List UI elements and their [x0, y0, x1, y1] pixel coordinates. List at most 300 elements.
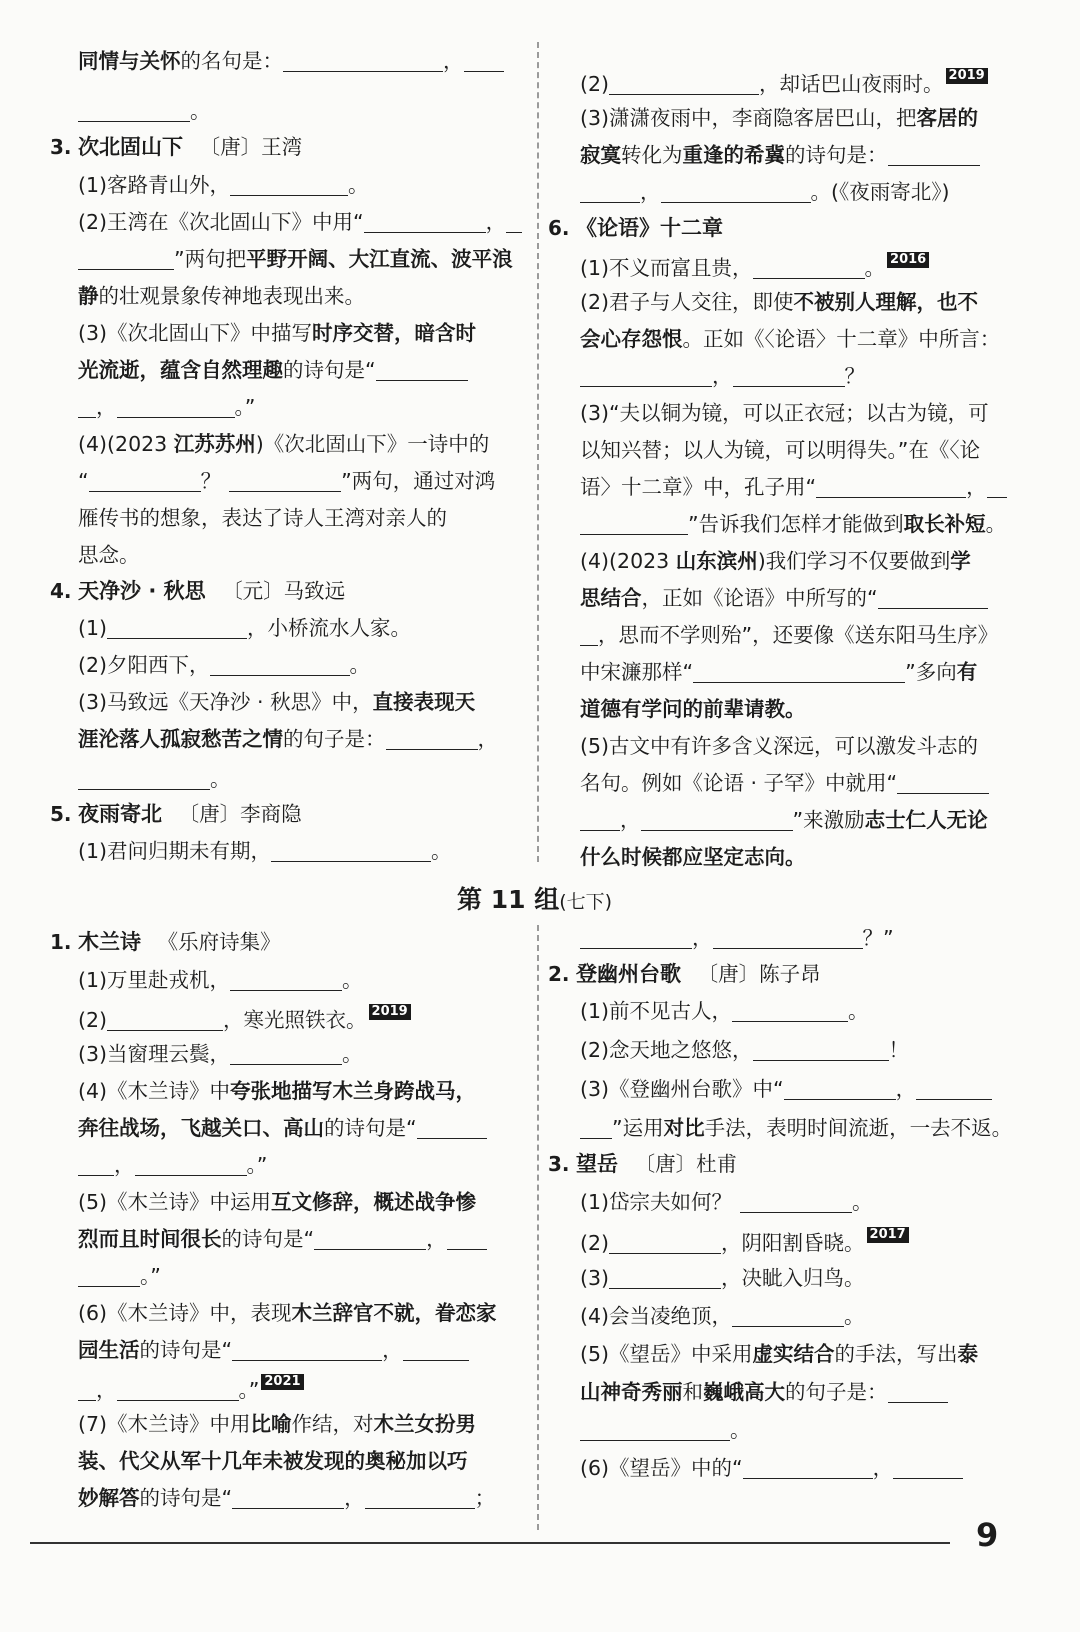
answer-blank[interactable] — [417, 1120, 487, 1139]
section-number: 3. — [50, 135, 72, 159]
text: “ — [78, 469, 89, 493]
question-line — [78, 1263, 161, 1289]
answer-blank[interactable] — [580, 627, 598, 646]
text: 作结，对 — [291, 1412, 374, 1436]
answer-blank[interactable] — [78, 251, 174, 270]
text: (2) — [580, 1231, 610, 1255]
line — [78, 98, 211, 124]
answer-blank[interactable] — [693, 664, 905, 683]
answer-blank[interactable] — [403, 1342, 469, 1361]
text: 以知兴替；以人为镜，可以明得失。”在《〈论 — [580, 438, 981, 462]
answer-blank[interactable] — [987, 479, 1007, 498]
text: ， — [485, 210, 507, 234]
question-line — [78, 542, 140, 568]
bold-text: 志士仁人无论 — [864, 808, 988, 832]
group-title — [457, 880, 612, 916]
section-title: 《论语》十二章 — [576, 216, 724, 240]
text: ， — [895, 1077, 917, 1101]
answer-blank[interactable] — [753, 260, 865, 279]
question-line — [78, 394, 255, 420]
text: ， — [620, 808, 641, 832]
question-line — [78, 1041, 363, 1067]
text: 。” — [234, 395, 256, 419]
text: )我们学习不仅要做到 — [757, 549, 951, 573]
bold-text: 重逢的希冀 — [682, 143, 785, 167]
question-line — [78, 246, 513, 272]
section-number: 1. — [50, 930, 72, 954]
question-line — [78, 689, 475, 715]
bold-text: 泰 — [957, 1342, 979, 1366]
question-line — [580, 1076, 992, 1102]
question-line — [78, 505, 447, 531]
text: (6)《木兰诗》中，表现 — [78, 1301, 292, 1325]
text: (4)《木兰诗》中 — [78, 1079, 231, 1103]
text: (6)《望岳》中的“ — [580, 1456, 743, 1480]
group-title-sub: (七下) — [559, 891, 613, 913]
question-line — [78, 209, 522, 235]
question-line — [580, 105, 978, 131]
answer-blank[interactable] — [580, 1422, 730, 1441]
column-divider-top — [537, 42, 539, 862]
text: 思念。 — [78, 543, 140, 567]
poem-title: 天净沙 · 秋思 — [78, 579, 206, 603]
bold-text: 学 — [950, 549, 971, 573]
text: (4)会当凌绝顶， — [580, 1304, 733, 1328]
bold-text: 江苏苏州 — [173, 432, 256, 456]
bold-text: 道德有学问的前辈请教。 — [580, 697, 806, 721]
question-line — [78, 468, 495, 494]
section-number: 2. — [548, 962, 570, 986]
text: (4)(2023 — [580, 549, 676, 573]
question-line — [580, 844, 806, 870]
answer-blank[interactable] — [580, 184, 640, 203]
text: (5)《木兰诗》中运用 — [78, 1190, 272, 1214]
text: ， — [344, 1486, 365, 1510]
text: ”两句把 — [174, 247, 247, 271]
text: ，思而不学则殆”，还要像《送东阳马生序》 — [598, 623, 999, 647]
text: ，小桥流水人家。 — [247, 616, 412, 640]
question-line — [580, 252, 929, 281]
bold-text: 山神奇秀丽 — [580, 1380, 683, 1404]
text: 手法，表明时间流逝，一去不返。 — [704, 1116, 1013, 1140]
text: ”来激励 — [792, 808, 865, 832]
question-line — [580, 142, 980, 168]
answer-blank[interactable] — [78, 399, 96, 418]
text: 和 — [682, 1380, 703, 1404]
answer-blank[interactable] — [364, 214, 486, 233]
text: (3)《登幽州台歌》中“ — [580, 1077, 784, 1101]
section-heading — [50, 929, 281, 955]
answer-blank[interactable] — [232, 1342, 382, 1361]
answer-blank[interactable] — [784, 1081, 896, 1100]
text: (2)君子与人交往，即使 — [580, 290, 794, 314]
question-line — [580, 1379, 948, 1405]
answer-blank[interactable] — [609, 1270, 721, 1289]
poem-author: 〔元〕马致远 — [222, 579, 346, 603]
text: ”告诉我们怎样才能做到 — [688, 512, 904, 536]
exam-year-badge: 2017 — [867, 1227, 909, 1243]
section-heading — [548, 961, 821, 987]
question-line — [580, 770, 989, 796]
text: ， — [712, 364, 733, 388]
poem-title: 夜雨寄北 — [78, 802, 163, 826]
answer-blank[interactable] — [229, 473, 341, 492]
question-line — [580, 289, 978, 315]
question-line — [580, 326, 1000, 352]
text: 。 — [342, 968, 363, 992]
text: (2)夕阳西下， — [78, 653, 210, 677]
answer-blank[interactable] — [107, 1012, 223, 1031]
text: (2)念天地之悠悠， — [580, 1038, 753, 1062]
question-line — [78, 1078, 476, 1104]
answer-blank[interactable] — [78, 1382, 96, 1401]
question-line — [78, 283, 365, 309]
question-line — [580, 807, 988, 833]
answer-blank[interactable] — [271, 843, 431, 862]
question-line — [78, 1485, 495, 1511]
answer-blank[interactable] — [661, 184, 811, 203]
exam-year-badge: 2019 — [369, 1004, 411, 1020]
answer-blank[interactable] — [117, 399, 235, 418]
text: ， — [114, 1153, 135, 1177]
text: ， — [96, 1378, 117, 1402]
bold-text: 会心存怨恨 — [580, 327, 683, 351]
text: 。 — [190, 99, 211, 123]
text: (3) — [580, 1266, 610, 1290]
text: (2) — [580, 72, 610, 96]
bold-text: 对比 — [663, 1116, 705, 1140]
text: (3)马致远《天净沙 · 秋思》中， — [78, 690, 373, 714]
text: 的句子是： — [785, 1380, 888, 1404]
answer-blank[interactable] — [230, 177, 348, 196]
question-line — [78, 1411, 476, 1437]
question-line — [78, 1189, 476, 1215]
text: 的诗句是“ — [324, 1116, 417, 1140]
answer-blank[interactable] — [376, 362, 468, 381]
text: ？ — [844, 364, 865, 388]
bold-text: 直接表现天 — [372, 690, 476, 714]
text: (5)古文中有许多含义深远，可以激发斗志的 — [580, 734, 979, 758]
answer-blank[interactable] — [78, 1268, 140, 1287]
text: 转化为 — [621, 143, 683, 167]
bold-text: 寂寞 — [580, 143, 621, 167]
bold-text: 客居的 — [916, 106, 979, 130]
bold-text: 光流逝 — [78, 358, 140, 382]
poem-source: 《乐府诗集》 — [157, 930, 281, 954]
question-line — [580, 585, 988, 611]
text: 中宋濂那样“ — [580, 660, 694, 684]
answer-blank[interactable] — [78, 103, 190, 122]
answer-blank[interactable] — [107, 620, 247, 639]
question-line — [580, 998, 869, 1024]
answer-blank[interactable] — [506, 214, 522, 233]
answer-blank[interactable] — [386, 731, 478, 750]
answer-blank[interactable] — [365, 1490, 475, 1509]
answer-blank[interactable] — [713, 930, 863, 949]
text: ， — [477, 727, 498, 751]
section-number: 4. — [50, 579, 72, 603]
text: 的名句是： — [180, 49, 283, 73]
question-line — [580, 400, 989, 426]
answer-blank[interactable] — [447, 1231, 487, 1250]
question-line — [78, 172, 369, 198]
answer-blank[interactable] — [878, 590, 988, 609]
text: 。” — [246, 1153, 268, 1177]
question-line — [580, 363, 865, 389]
answer-blank[interactable] — [897, 775, 989, 794]
question-line — [78, 431, 489, 457]
text: 语〉十二章》中，孔子用“ — [580, 475, 817, 499]
text: 。 — [985, 512, 1007, 536]
poem-author: 〔唐〕陈子昂 — [697, 962, 821, 986]
text: 的手法，写出 — [834, 1342, 958, 1366]
answer-blank[interactable] — [230, 972, 342, 991]
answer-blank[interactable] — [609, 76, 759, 95]
answer-blank[interactable] — [580, 516, 688, 535]
text: 的壮观景象传神地表现出来。 — [98, 284, 365, 308]
question-line — [78, 1374, 304, 1403]
answer-blank[interactable] — [732, 1308, 844, 1327]
bold-text: 蕴含自然理趣 — [160, 358, 283, 382]
answer-blank[interactable] — [732, 1003, 848, 1022]
text: 的句子是： — [283, 727, 386, 751]
section-number: 6. — [548, 216, 570, 240]
text: ， — [96, 395, 117, 419]
bold-text: ， — [139, 358, 160, 382]
bold-text: 奔往战场，飞越关口、高山 — [78, 1116, 324, 1140]
question-line — [580, 659, 977, 685]
answer-blank[interactable] — [888, 147, 980, 166]
answer-blank[interactable] — [117, 1382, 239, 1401]
question-line — [78, 652, 370, 678]
question-line — [580, 548, 971, 574]
question-line — [580, 1189, 873, 1215]
answer-blank[interactable] — [464, 53, 504, 72]
question-line — [580, 1303, 865, 1329]
exam-year-badge: 2019 — [946, 68, 988, 84]
text: (3)《次北固山下》中描写 — [78, 321, 313, 345]
text: 。 — [844, 1304, 865, 1328]
question-line — [580, 179, 950, 205]
poem-title: 望岳 — [576, 1152, 619, 1176]
answer-blank[interactable] — [740, 1194, 852, 1213]
text: ”两句，通过对鸿 — [341, 469, 496, 493]
text: ，决眦入归鸟。 — [721, 1266, 865, 1290]
answer-blank[interactable] — [580, 930, 692, 949]
answer-blank[interactable] — [733, 368, 845, 387]
column-divider-bottom — [537, 925, 539, 1530]
question-line — [78, 1337, 469, 1363]
answer-blank[interactable] — [916, 1081, 992, 1100]
section-number: 3. — [548, 1152, 570, 1176]
text: 。 — [431, 839, 452, 863]
text: 。 — [864, 256, 886, 280]
answer-blank[interactable] — [232, 1490, 344, 1509]
poem-author: 〔唐〕李商隐 — [178, 802, 302, 826]
bold-text: 巍峨高大 — [703, 1380, 785, 1404]
poem-title: 木兰诗 — [78, 930, 142, 954]
text: (1)岱宗夫如何？ — [580, 1190, 733, 1214]
section-heading — [548, 215, 723, 241]
answer-blank[interactable] — [78, 1157, 114, 1176]
question-line — [78, 967, 363, 993]
answer-blank[interactable] — [283, 53, 443, 72]
text: ”运用 — [612, 1116, 664, 1140]
answer-blank[interactable] — [893, 1460, 963, 1479]
question-line — [580, 696, 806, 722]
text: 。 — [852, 1190, 873, 1214]
text: (5)《望岳》中采用 — [580, 1342, 753, 1366]
text: ， — [872, 1456, 894, 1480]
poem-title: 次北固山下 — [78, 135, 184, 159]
text: 的诗句是： — [785, 143, 888, 167]
answer-blank[interactable] — [580, 812, 620, 831]
text: (1)客路青山外， — [78, 173, 231, 197]
text: 雁传书的想象，表达了诗人王湾对亲人的 — [78, 506, 447, 530]
text: (1)万里赴戎机， — [78, 968, 231, 992]
text: ， — [966, 475, 987, 499]
question-line — [580, 733, 978, 759]
question-line — [580, 511, 1006, 537]
text: ？ — [200, 469, 222, 493]
bold-text: 互文修辞 — [271, 1190, 354, 1214]
footer-rule — [30, 1542, 950, 1544]
bold-text: 什么时候都应坚定志向。 — [580, 845, 806, 869]
question-line — [580, 474, 1007, 500]
answer-blank[interactable] — [230, 1046, 342, 1065]
question-line — [78, 1115, 487, 1141]
text: 名句。例如《论语 · 子罕》中就用“ — [580, 771, 898, 795]
text: ， — [382, 1338, 403, 1362]
page-number: 9 — [976, 1516, 999, 1554]
text: ， — [692, 926, 713, 950]
question-line — [78, 1004, 411, 1033]
text: 。 — [848, 999, 869, 1023]
text: 的诗句是“ — [283, 358, 376, 382]
text: (3)“夫以铜为镜，可以正衣冠；以古为镜，可 — [580, 401, 989, 425]
question-line — [78, 1448, 468, 1474]
question-line — [580, 925, 894, 951]
text: (2) — [78, 1008, 108, 1032]
question-line — [580, 68, 988, 97]
section-heading — [50, 134, 302, 160]
question-line — [580, 437, 980, 463]
answer-blank[interactable] — [641, 812, 793, 831]
question-line — [78, 1300, 497, 1326]
answer-blank[interactable] — [78, 771, 210, 790]
bold-text: 时序交替 — [312, 321, 395, 345]
question-line — [580, 622, 998, 648]
text: 的诗句是“ — [139, 1338, 233, 1362]
text: (1)君问归期未有期， — [78, 839, 272, 863]
section-number: 5. — [50, 802, 72, 826]
text: 。 — [210, 767, 231, 791]
bold-text: 虚实结合 — [752, 1342, 835, 1366]
section-heading — [50, 578, 345, 604]
bold-text: 平野开阔、大江直流、波平浪 — [246, 247, 513, 271]
answer-blank[interactable] — [753, 1042, 889, 1061]
answer-blank[interactable] — [609, 1235, 721, 1254]
bold-text: 不被别人理解，也不 — [793, 290, 979, 314]
question-line — [580, 1227, 909, 1256]
bold-text: 木兰辞官不就，眷恋家 — [291, 1301, 497, 1325]
comma: ， — [443, 49, 464, 73]
section-heading — [548, 1151, 737, 1177]
text: 。 — [730, 1418, 751, 1442]
text: ， — [640, 180, 661, 204]
answer-blank[interactable] — [89, 473, 201, 492]
question-line — [78, 766, 231, 792]
text: ？” — [862, 926, 894, 950]
text: 的诗句是“ — [221, 1227, 315, 1251]
group-title-main: 第 11 组 — [457, 885, 560, 914]
answer-blank[interactable] — [580, 368, 712, 387]
bold-text: 木兰女扮男 — [373, 1412, 477, 1436]
bold-text: 烈而且时间很长 — [78, 1227, 222, 1251]
question-line — [580, 1341, 978, 1367]
bold-text: ，暗含时 — [394, 321, 477, 345]
text: ，正如《论语》中所写的“ — [641, 586, 878, 610]
text: ，却话巴山夜雨时。 — [759, 72, 944, 96]
text: ！ — [888, 1038, 910, 1062]
bold-text: 山东滨州 — [675, 549, 758, 573]
text: (3)潇潇夜雨中，李商隐客居巴山，把 — [580, 106, 917, 130]
question-line — [78, 615, 411, 641]
answer-blank[interactable] — [743, 1460, 873, 1479]
poem-author: 〔唐〕杜甫 — [634, 1152, 738, 1176]
line — [78, 48, 504, 74]
text: (7)《木兰诗》中用 — [78, 1412, 251, 1436]
text: (1) — [78, 616, 108, 640]
question-line — [580, 1037, 909, 1063]
answer-blank[interactable] — [135, 1157, 247, 1176]
text: 。” — [140, 1264, 161, 1288]
bold-text: 妙解答 — [78, 1486, 140, 1510]
answer-blank[interactable] — [210, 657, 350, 676]
exam-year-badge: 2016 — [887, 252, 929, 268]
text: )《次北固山下》一诗中的 — [255, 432, 490, 456]
question-line — [78, 320, 476, 346]
bold-text: 同情与关怀 — [78, 49, 181, 73]
question-line — [580, 1455, 963, 1481]
text: 的诗句是“ — [139, 1486, 233, 1510]
answer-blank[interactable] — [580, 1120, 612, 1139]
answer-blank[interactable] — [816, 479, 966, 498]
text: ，寒光照铁衣。 — [223, 1008, 367, 1032]
bold-text: 装、代父从军十几年未被发现的奥秘加以巧 — [78, 1449, 468, 1473]
bold-text: 有 — [956, 660, 978, 684]
text: ”多向 — [905, 660, 957, 684]
text: ； — [474, 1486, 496, 1510]
text: (1)前不见古人， — [580, 999, 733, 1023]
answer-blank[interactable] — [888, 1384, 948, 1403]
question-line — [78, 1152, 267, 1178]
text: ， — [426, 1227, 447, 1251]
bold-text: 取长补短 — [903, 512, 986, 536]
text: (1)不义而富且贵， — [580, 256, 753, 280]
text: 。 — [342, 1042, 363, 1066]
exam-year-badge: 2021 — [261, 1374, 303, 1390]
text: 。” — [238, 1378, 260, 1402]
text: 。(《夜雨寄北》) — [810, 180, 950, 204]
text: (2)王湾在《次北固山下》中用“ — [78, 210, 364, 234]
answer-blank[interactable] — [314, 1231, 426, 1250]
question-line — [78, 726, 498, 752]
poem-author: 〔唐〕王湾 — [199, 135, 303, 159]
question-line — [78, 1226, 487, 1252]
text: 。正如《〈论语〉十二章》中所言： — [682, 327, 1001, 351]
question-line — [78, 838, 452, 864]
